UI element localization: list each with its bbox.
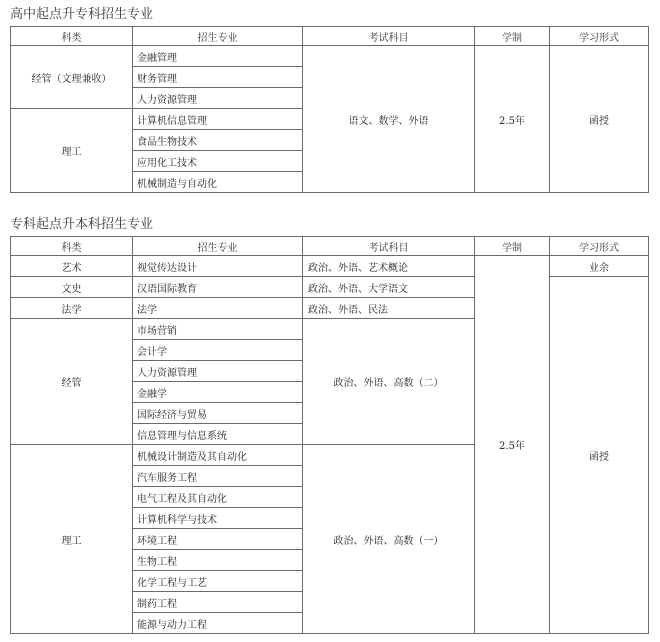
table-high-school-to-college — [10, 26, 649, 193]
major-cell: 环境工程 — [133, 529, 303, 550]
major-cell: 人力资源管理 — [133, 88, 303, 109]
category-cell: 理工 — [11, 109, 133, 193]
header-category: 科类 — [11, 27, 133, 46]
exam-subjects-cell: 政治、外语、大学语文 — [303, 277, 475, 298]
table-header-row — [11, 27, 649, 46]
major-cell: 人力资源管理 — [133, 361, 303, 382]
category-cell: 经管 — [11, 319, 133, 445]
major-cell: 食品生物技术 — [133, 130, 303, 151]
major-cell: 财务管理 — [133, 67, 303, 88]
header-study-form: 学习形式 — [550, 27, 649, 46]
major-cell: 能源与动力工程 — [133, 613, 303, 634]
section1-title: 高中起点升专科招生专业 — [10, 7, 154, 22]
section2-title: 专科起点升本科招生专业 — [10, 217, 154, 232]
major-cell: 电气工程及其自动化 — [133, 487, 303, 508]
header-study-form: 学习形式 — [550, 237, 649, 256]
duration-cell: 2.5年 — [475, 46, 550, 193]
exam-subjects-cell: 政治、外语、高数（二） — [303, 319, 475, 445]
major-cell: 汉语国际教育 — [133, 277, 303, 298]
major-cell: 生物工程 — [133, 550, 303, 571]
major-cell: 金融学 — [133, 382, 303, 403]
study-form-cell: 函授 — [550, 277, 649, 634]
header-duration: 学制 — [475, 27, 550, 46]
major-cell: 计算机科学与技术 — [133, 508, 303, 529]
major-cell: 会计学 — [133, 340, 303, 361]
header-exam-subjects: 考试科目 — [303, 27, 475, 46]
category-cell: 理工 — [11, 445, 133, 634]
category-cell: 文史 — [11, 277, 133, 298]
table-row — [11, 256, 649, 277]
header-major: 招生专业 — [133, 27, 303, 46]
major-cell: 信息管理与信息系统 — [133, 424, 303, 445]
major-cell: 法学 — [133, 298, 303, 319]
exam-subjects-cell: 政治、外语、高数（一） — [303, 445, 475, 634]
header-major: 招生专业 — [133, 237, 303, 256]
table-college-to-bachelor — [10, 236, 649, 634]
major-cell: 计算机信息管理 — [133, 109, 303, 130]
major-cell: 化学工程与工艺 — [133, 571, 303, 592]
category-cell: 艺术 — [11, 256, 133, 277]
table-row — [11, 46, 649, 67]
major-cell: 金融管理 — [133, 46, 303, 67]
header-category: 科类 — [11, 237, 133, 256]
exam-subjects-cell: 政治、外语、民法 — [303, 298, 475, 319]
major-cell: 机械设计制造及其自动化 — [133, 445, 303, 466]
major-cell: 市场营销 — [133, 319, 303, 340]
major-cell: 国际经济与贸易 — [133, 403, 303, 424]
table-header-row — [11, 237, 649, 256]
major-cell: 制药工程 — [133, 592, 303, 613]
major-cell: 视觉传达设计 — [133, 256, 303, 277]
table-row — [11, 277, 649, 298]
exam-subjects-cell: 语文、数学、外语 — [303, 46, 475, 193]
major-cell: 应用化工技术 — [133, 151, 303, 172]
major-cell: 机械制造与自动化 — [133, 172, 303, 193]
category-cell: 法学 — [11, 298, 133, 319]
exam-subjects-cell: 政治、外语、艺术概论 — [303, 256, 475, 277]
study-form-cell: 业余 — [550, 256, 649, 277]
major-cell: 汽车服务工程 — [133, 466, 303, 487]
category-cell: 经管（文理兼收） — [11, 46, 133, 109]
header-exam-subjects: 考试科目 — [303, 237, 475, 256]
duration-cell: 2.5年 — [475, 256, 550, 634]
header-duration: 学制 — [475, 237, 550, 256]
study-form-cell: 函授 — [550, 46, 649, 193]
